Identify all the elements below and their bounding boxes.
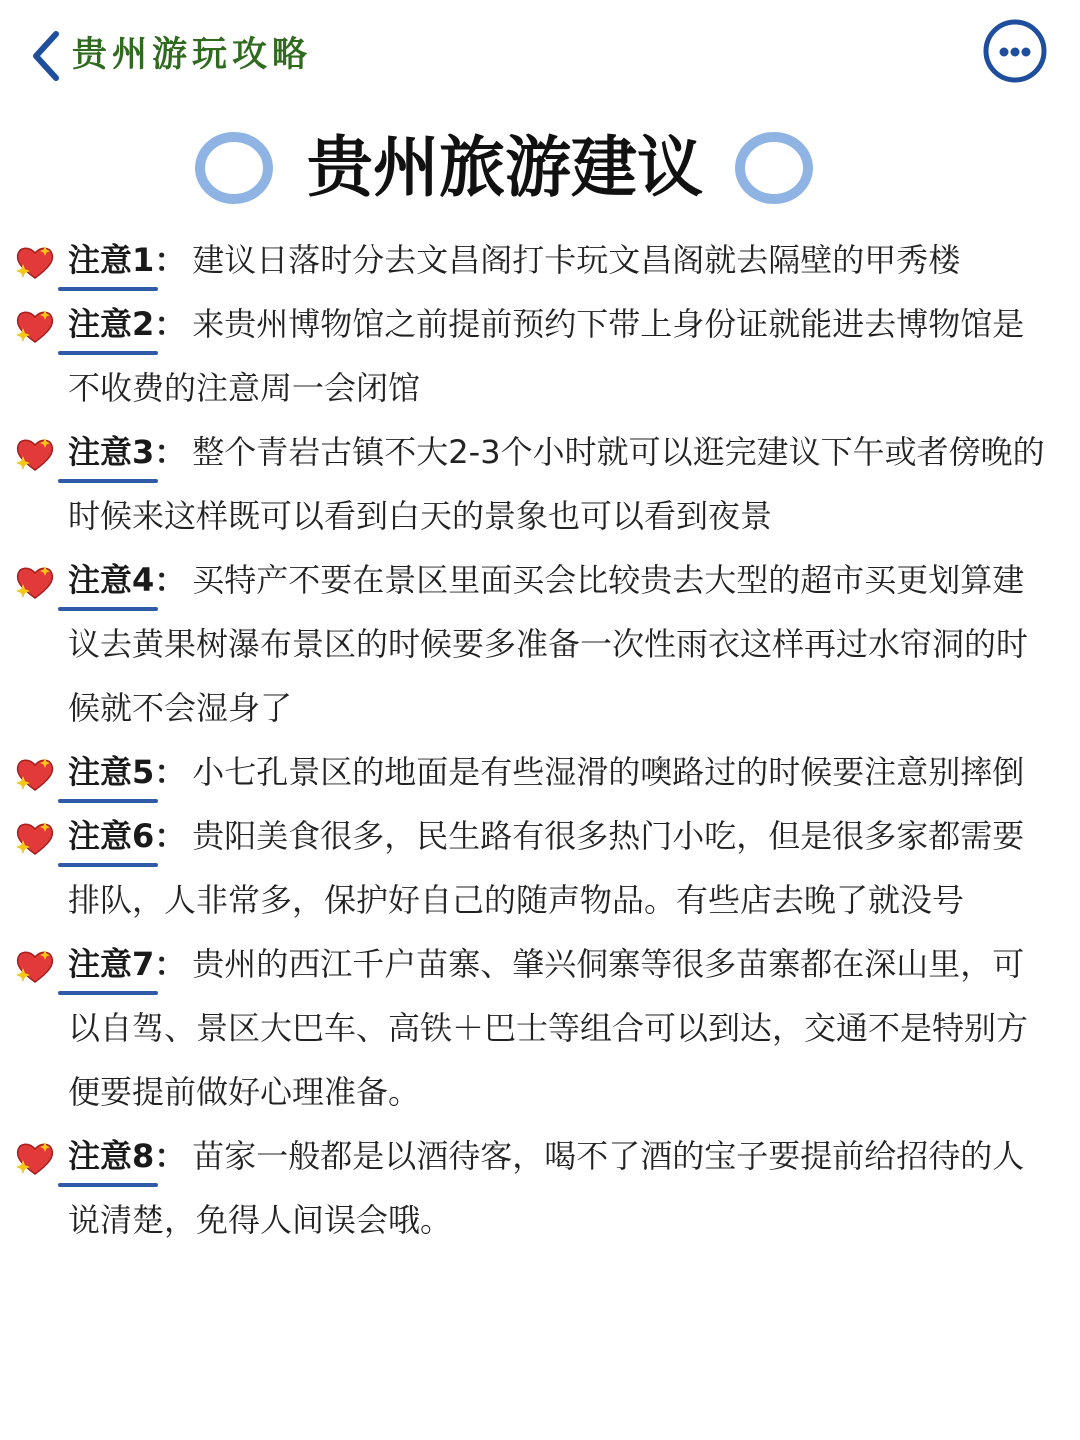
tip-item bbox=[0, 548, 1080, 740]
tip-item bbox=[0, 932, 1080, 1124]
tip-text: 苗家一般都是以酒待客，喝不了酒的宝子要提前给招待的人说清楚，免得人间误会哦。 bbox=[68, 1137, 1025, 1239]
more-options-button[interactable] bbox=[982, 18, 1048, 84]
tip-colon: ： bbox=[154, 753, 187, 791]
sparkling-heart-icon bbox=[14, 434, 56, 474]
tip-text: 建议日落时分去文昌阁打卡玩文昌阁就去隔壁的甲秀楼 bbox=[192, 241, 961, 279]
tip-colon: ： bbox=[154, 561, 187, 599]
tip-text: 整个青岩古镇不大2-3个小时就可以逛完建议下午或者傍晚的时候来这样既可以看到白天的景象也可以看到夜景 bbox=[68, 433, 1045, 535]
tip-text: 来贵州博物馆之前提前预约下带上身份证就能进去博物馆是不收费的注意周一会闭馆 bbox=[68, 305, 1025, 407]
tip-item bbox=[0, 740, 1080, 804]
chevron-left-icon bbox=[26, 28, 74, 84]
tip-text: 贵阳美食很多，民生路有很多热门小吃，但是很多家都需要排队，人非常多，保护好自己的随声物品。有些店去晚了就没号 bbox=[68, 817, 1025, 919]
tip-label: 注意5 bbox=[68, 753, 155, 791]
tip-item bbox=[0, 804, 1080, 932]
sparkling-heart-icon bbox=[14, 306, 56, 346]
tip-label: 注意4 bbox=[68, 561, 155, 599]
ring-decoration-right bbox=[732, 128, 816, 208]
back-button[interactable] bbox=[26, 28, 74, 84]
headline bbox=[0, 118, 1080, 218]
tip-item bbox=[0, 1124, 1080, 1252]
tip-text: 贵州的西江千户苗寨、肇兴侗寨等很多苗寨都在深山里，可以自驾、景区大巴车、高铁＋巴士等组合可以到达，交通不是特别方便要提前做好心理准备。 bbox=[68, 945, 1029, 1111]
tip-label: 注意7 bbox=[68, 945, 155, 983]
sparkling-heart-icon bbox=[14, 562, 56, 602]
tip-item bbox=[0, 420, 1080, 548]
ring-decoration-left bbox=[192, 128, 276, 208]
more-dots-icon bbox=[982, 18, 1048, 84]
tip-colon: ： bbox=[154, 305, 187, 343]
tip-text: 买特产不要在景区里面买会比较贵去大型的超市买更划算建议去黄果树瀑布景区的时候要多准备一次性雨衣这样再过水帘洞的时候就不会湿身了 bbox=[68, 561, 1029, 727]
tips-list bbox=[0, 228, 1080, 1252]
tip-label: 注意2 bbox=[68, 305, 155, 343]
sparkling-heart-icon bbox=[14, 242, 56, 282]
tip-label: 注意6 bbox=[68, 817, 155, 855]
top-bar bbox=[0, 0, 1080, 110]
tip-item bbox=[0, 292, 1080, 420]
sparkling-heart-icon bbox=[14, 946, 56, 986]
tip-colon: ： bbox=[154, 817, 187, 855]
sparkling-heart-icon bbox=[14, 1138, 56, 1178]
tip-colon: ： bbox=[154, 945, 187, 983]
tip-item bbox=[0, 228, 1080, 292]
sparkling-heart-icon bbox=[14, 818, 56, 858]
tip-label: 注意1 bbox=[68, 241, 155, 279]
page-title: 贵州游玩攻略 bbox=[72, 35, 313, 75]
tip-text: 小七孔景区的地面是有些湿滑的噢路过的时候要注意别摔倒 bbox=[192, 753, 1025, 791]
headline-title: 贵州旅游建议 bbox=[307, 129, 703, 206]
tip-colon: ： bbox=[154, 241, 187, 279]
tip-label: 注意8 bbox=[68, 1137, 155, 1175]
tip-label: 注意3 bbox=[68, 433, 155, 471]
sparkling-heart-icon bbox=[14, 754, 56, 794]
tip-colon: ： bbox=[154, 433, 187, 471]
tip-colon: ： bbox=[154, 1137, 187, 1175]
